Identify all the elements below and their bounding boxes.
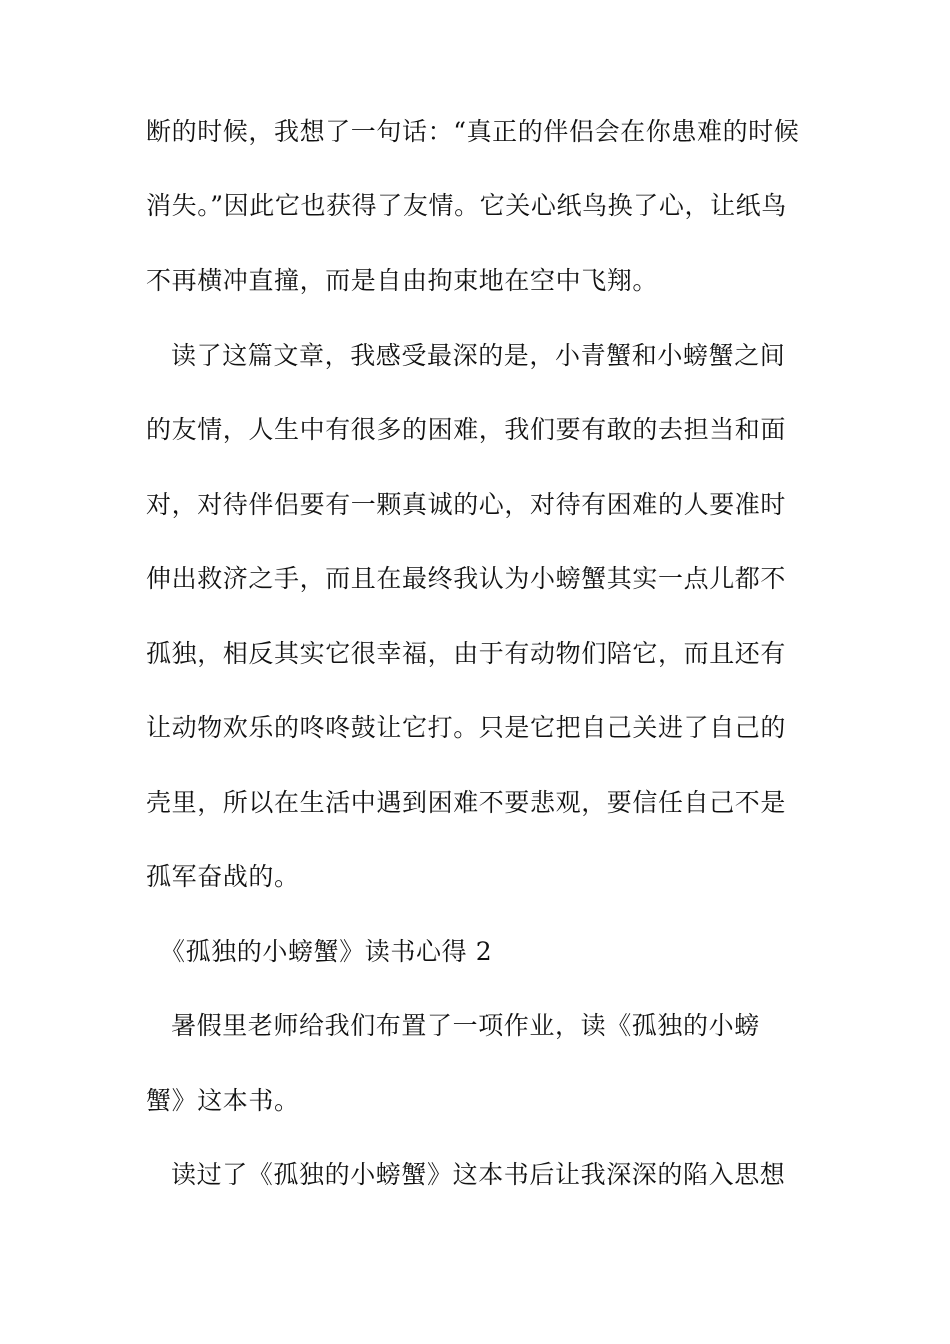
paragraph-line: 读过了《孤独的小螃蟹》这本书后让我深深的陷入思想 xyxy=(171,1160,786,1189)
paragraph-line: 孤军奋战的。 xyxy=(146,862,300,891)
section-heading: 《孤独的小螃蟹》读书心得 2 xyxy=(160,937,493,966)
paragraph-line: 暑假里老师给我们布置了一项作业，读《孤独的小螃 xyxy=(171,1011,760,1040)
paragraph-line: 的友情，人生中有很多的困难，我们要有敢的去担当和面 xyxy=(146,415,787,444)
paragraph-line: 读了这篇文章，我感受最深的是，小青蟹和小螃蟹之间 xyxy=(171,341,786,370)
paragraph-line: 蟹》这本书。 xyxy=(146,1086,300,1115)
paragraph-line: 壳里，所以在生活中遇到困难不要悲观，要信任自己不是 xyxy=(146,788,787,817)
paragraph-line: 不再横冲直撞，而是自由拘束地在空中飞翔。 xyxy=(146,266,659,295)
paragraph-line: 孤独，相反其实它很幸福，由于有动物们陪它，而且还有 xyxy=(146,639,787,668)
paragraph-line: 伸出救济之手，而且在最终我认为小螃蟹其实一点儿都不 xyxy=(146,564,787,593)
paragraph-line: 断的时候，我想了一句话：“真正的伴侣会在你患难的时候 xyxy=(146,117,800,146)
paragraph-line: 对，对待伴侣要有一颗真诚的心，对待有困难的人要准时 xyxy=(146,490,787,519)
paragraph-line: 让动物欢乐的咚咚鼓让它打。只是它把自己关进了自己的 xyxy=(146,713,787,742)
paragraph-line: 消失。”因此它也获得了友情。它关心纸鸟换了心，让纸鸟 xyxy=(146,191,787,220)
